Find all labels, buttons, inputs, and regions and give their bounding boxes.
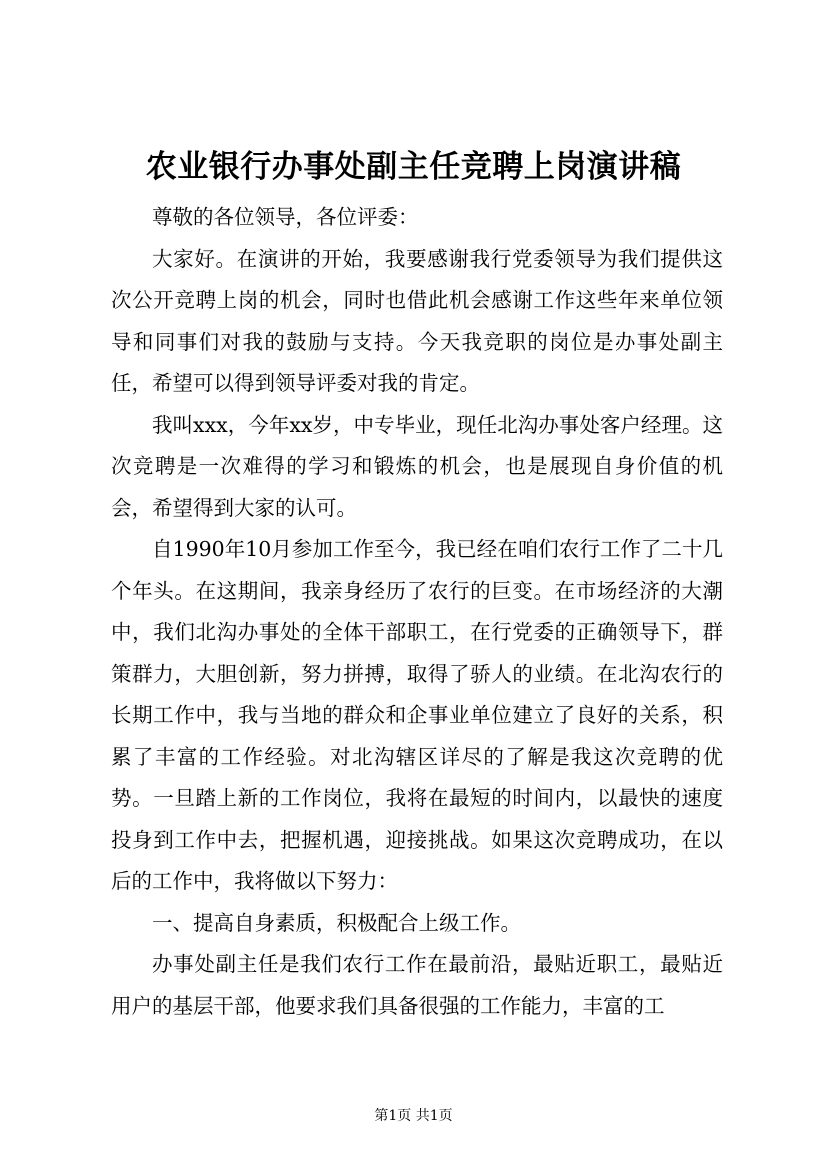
document-title: 农业银行办事处副主任竞聘上岗演讲稿 — [145, 149, 682, 185]
paragraph-introduction: 我叫xxx，今年xx岁，中专毕业，现任北沟办事处客户经理。这次竞聘是一次难得的学习和锻炼的机会，也是展现自身价值的机会，希望得到大家的认可。 — [111, 412, 723, 520]
paragraph-experience: 自1990年10月参加工作至今，我已经在咱们农行工作了二十几个年头。在这期间，我亲身经历了农行的巨变。在市场经济的大潮中，我们北沟办事处的全体干部职工，在行党委的正确领导下，群策群力，大胆创新，努力拼搏，取得了骄人的业绩。在北沟农行的长期工作中，我与当地的群众和企事业单位建立了良好的关系，积累了丰富的工作经验。对北沟辖区详尽的了解是我这次竞聘的优势。一旦踏上新的工作岗位，我将在最短的时间内，以最快的速度投身到工作中去，把握机遇，迎接挑战。如果这次竞聘成功，在以后的工作中，我将做以下努力： — [111, 537, 723, 893]
paragraph-role-description: 办事处副主任是我们农行工作在最前沿，最贴近职工，最贴近用户的基层干部，他要求我们具备很强的工作能力，丰富的工 — [111, 952, 723, 1018]
paragraph-greeting: 大家好。在演讲的开始，我要感谢我行党委领导为我们提供这次公开竞聘上岗的机会，同时也借此机会感谢工作这些年来单位领导和同事们对我的鼓励与支持。今天我竞职的岗位是办事处副主任，希望可以得到领导评委对我的肯定。 — [111, 246, 723, 395]
paragraph-heading-one: 一、提高自身素质，积极配合上级工作。 — [152, 910, 521, 935]
document-body — [111, 197, 723, 1027]
page-footer: 第1页 共1页 — [374, 1108, 453, 1124]
paragraph-salutation: 尊敬的各位领导，各位评委： — [152, 205, 419, 229]
